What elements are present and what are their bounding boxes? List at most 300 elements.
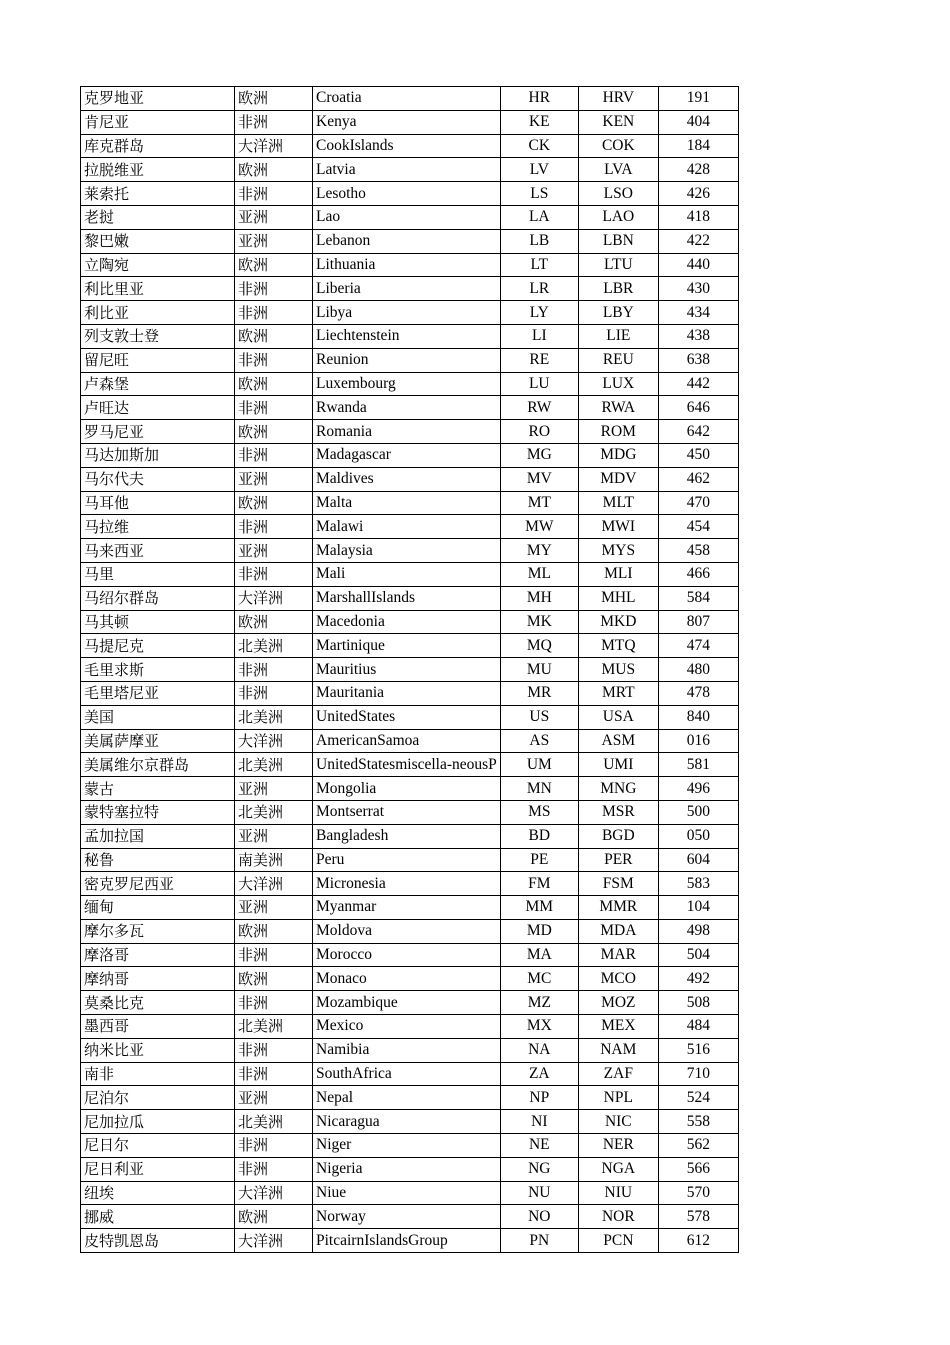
- cell-alpha2-code: MR: [500, 681, 578, 705]
- table-row: [81, 277, 739, 301]
- cell-english-name: UnitedStatesmiscella-neousP: [313, 753, 501, 777]
- cell-english-name: Nicaragua: [313, 1110, 501, 1134]
- cell-continent: 亚洲: [235, 777, 313, 801]
- cell-english-name: Malta: [313, 491, 501, 515]
- cell-continent: 非洲: [235, 277, 313, 301]
- cell-numeric-code: 442: [658, 372, 738, 396]
- cell-numeric-code: 454: [658, 515, 738, 539]
- table-row: [81, 110, 739, 134]
- cell-numeric-code: 438: [658, 324, 738, 348]
- cell-chinese-name: 马来西亚: [81, 539, 235, 563]
- cell-english-name: Lebanon: [313, 229, 501, 253]
- table-row: [81, 87, 739, 111]
- cell-numeric-code: 583: [658, 872, 738, 896]
- cell-chinese-name: 马拉维: [81, 515, 235, 539]
- cell-alpha2-code: MX: [500, 1015, 578, 1039]
- cell-continent: 亚洲: [235, 205, 313, 229]
- cell-continent: 欧洲: [235, 158, 313, 182]
- cell-english-name: Maldives: [313, 467, 501, 491]
- cell-chinese-name: 马提尼克: [81, 634, 235, 658]
- cell-english-name: Romania: [313, 420, 501, 444]
- cell-alpha3-code: MNG: [578, 777, 658, 801]
- cell-continent: 亚洲: [235, 1086, 313, 1110]
- cell-chinese-name: 蒙特塞拉特: [81, 800, 235, 824]
- cell-continent: 北美洲: [235, 634, 313, 658]
- cell-continent: 北美洲: [235, 1110, 313, 1134]
- table-row: [81, 586, 739, 610]
- cell-alpha3-code: FSM: [578, 872, 658, 896]
- cell-alpha3-code: LSO: [578, 182, 658, 206]
- cell-english-name: Liechtenstein: [313, 324, 501, 348]
- cell-continent: 非洲: [235, 348, 313, 372]
- cell-english-name: Myanmar: [313, 896, 501, 920]
- table-row: [81, 134, 739, 158]
- cell-english-name: Liberia: [313, 277, 501, 301]
- cell-continent: 欧洲: [235, 372, 313, 396]
- cell-english-name: CookIslands: [313, 134, 501, 158]
- cell-chinese-name: 毛里求斯: [81, 658, 235, 682]
- table-row: [81, 896, 739, 920]
- cell-english-name: Peru: [313, 848, 501, 872]
- cell-numeric-code: 440: [658, 253, 738, 277]
- cell-numeric-code: 104: [658, 896, 738, 920]
- cell-english-name: Mongolia: [313, 777, 501, 801]
- cell-alpha2-code: CK: [500, 134, 578, 158]
- table-row: [81, 301, 739, 325]
- cell-continent: 非洲: [235, 1134, 313, 1158]
- cell-continent: 亚洲: [235, 229, 313, 253]
- cell-alpha3-code: MMR: [578, 896, 658, 920]
- cell-chinese-name: 孟加拉国: [81, 824, 235, 848]
- cell-chinese-name: 马达加斯加: [81, 443, 235, 467]
- cell-chinese-name: 纽埃: [81, 1181, 235, 1205]
- cell-english-name: Croatia: [313, 87, 501, 111]
- cell-chinese-name: 马里: [81, 562, 235, 586]
- cell-numeric-code: 050: [658, 824, 738, 848]
- cell-alpha3-code: MYS: [578, 539, 658, 563]
- cell-numeric-code: 581: [658, 753, 738, 777]
- cell-chinese-name: 密克罗尼西亚: [81, 872, 235, 896]
- cell-chinese-name: 美属萨摩亚: [81, 729, 235, 753]
- cell-alpha3-code: MAR: [578, 943, 658, 967]
- cell-chinese-name: 库克群岛: [81, 134, 235, 158]
- cell-continent: 非洲: [235, 396, 313, 420]
- cell-alpha2-code: MA: [500, 943, 578, 967]
- cell-continent: 南美洲: [235, 848, 313, 872]
- cell-continent: 亚洲: [235, 539, 313, 563]
- cell-continent: 北美洲: [235, 705, 313, 729]
- cell-alpha3-code: NGA: [578, 1157, 658, 1181]
- cell-chinese-name: 纳米比亚: [81, 1038, 235, 1062]
- table-row: [81, 1015, 739, 1039]
- cell-continent: 欧洲: [235, 1205, 313, 1229]
- cell-numeric-code: 492: [658, 967, 738, 991]
- cell-numeric-code: 807: [658, 610, 738, 634]
- cell-chinese-name: 毛里塔尼亚: [81, 681, 235, 705]
- table-row: [81, 824, 739, 848]
- cell-numeric-code: 500: [658, 800, 738, 824]
- cell-english-name: AmericanSamoa: [313, 729, 501, 753]
- table-row: [81, 705, 739, 729]
- table-row: [81, 681, 739, 705]
- cell-english-name: Monaco: [313, 967, 501, 991]
- cell-chinese-name: 南非: [81, 1062, 235, 1086]
- table-row: [81, 324, 739, 348]
- cell-english-name: Niue: [313, 1181, 501, 1205]
- cell-numeric-code: 578: [658, 1205, 738, 1229]
- cell-chinese-name: 利比里亚: [81, 277, 235, 301]
- table-row: [81, 1086, 739, 1110]
- table-row: [81, 491, 739, 515]
- cell-chinese-name: 马其顿: [81, 610, 235, 634]
- cell-continent: 非洲: [235, 1038, 313, 1062]
- cell-alpha2-code: LT: [500, 253, 578, 277]
- cell-alpha2-code: ML: [500, 562, 578, 586]
- cell-alpha2-code: MH: [500, 586, 578, 610]
- cell-english-name: SouthAfrica: [313, 1062, 501, 1086]
- cell-chinese-name: 罗马尼亚: [81, 420, 235, 444]
- cell-chinese-name: 尼泊尔: [81, 1086, 235, 1110]
- table-row: [81, 1038, 739, 1062]
- cell-english-name: Mozambique: [313, 991, 501, 1015]
- cell-numeric-code: 458: [658, 539, 738, 563]
- table-row: [81, 777, 739, 801]
- cell-alpha2-code: RE: [500, 348, 578, 372]
- cell-alpha3-code: RWA: [578, 396, 658, 420]
- cell-alpha3-code: NAM: [578, 1038, 658, 1062]
- cell-english-name: Bangladesh: [313, 824, 501, 848]
- cell-continent: 欧洲: [235, 324, 313, 348]
- cell-chinese-name: 皮特凯恩岛: [81, 1229, 235, 1253]
- cell-alpha2-code: MZ: [500, 991, 578, 1015]
- cell-chinese-name: 肯尼亚: [81, 110, 235, 134]
- cell-chinese-name: 卢旺达: [81, 396, 235, 420]
- cell-alpha2-code: RO: [500, 420, 578, 444]
- cell-english-name: Macedonia: [313, 610, 501, 634]
- cell-alpha2-code: NA: [500, 1038, 578, 1062]
- cell-english-name: Moldova: [313, 919, 501, 943]
- cell-alpha3-code: LVA: [578, 158, 658, 182]
- cell-numeric-code: 566: [658, 1157, 738, 1181]
- cell-numeric-code: 450: [658, 443, 738, 467]
- cell-continent: 非洲: [235, 562, 313, 586]
- cell-alpha2-code: MC: [500, 967, 578, 991]
- table-row: [81, 943, 739, 967]
- table-row: [81, 372, 739, 396]
- cell-alpha3-code: PER: [578, 848, 658, 872]
- cell-numeric-code: 638: [658, 348, 738, 372]
- cell-alpha2-code: MK: [500, 610, 578, 634]
- cell-alpha2-code: MW: [500, 515, 578, 539]
- cell-continent: 欧洲: [235, 491, 313, 515]
- cell-alpha3-code: MLI: [578, 562, 658, 586]
- cell-chinese-name: 黎巴嫩: [81, 229, 235, 253]
- cell-alpha2-code: NG: [500, 1157, 578, 1181]
- cell-continent: 非洲: [235, 1157, 313, 1181]
- cell-numeric-code: 612: [658, 1229, 738, 1253]
- cell-numeric-code: 496: [658, 777, 738, 801]
- cell-alpha2-code: MN: [500, 777, 578, 801]
- cell-english-name: Nigeria: [313, 1157, 501, 1181]
- table-row: [81, 562, 739, 586]
- table-row: [81, 182, 739, 206]
- cell-chinese-name: 马尔代夫: [81, 467, 235, 491]
- table-row: [81, 658, 739, 682]
- cell-alpha3-code: LBN: [578, 229, 658, 253]
- cell-numeric-code: 016: [658, 729, 738, 753]
- cell-alpha3-code: LUX: [578, 372, 658, 396]
- cell-alpha3-code: BGD: [578, 824, 658, 848]
- cell-alpha2-code: FM: [500, 872, 578, 896]
- cell-continent: 大洋洲: [235, 729, 313, 753]
- cell-alpha2-code: US: [500, 705, 578, 729]
- cell-chinese-name: 留尼旺: [81, 348, 235, 372]
- table-row: [81, 1062, 739, 1086]
- cell-english-name: Martinique: [313, 634, 501, 658]
- cell-numeric-code: 516: [658, 1038, 738, 1062]
- cell-continent: 大洋洲: [235, 1181, 313, 1205]
- cell-alpha2-code: UM: [500, 753, 578, 777]
- cell-alpha2-code: NO: [500, 1205, 578, 1229]
- cell-alpha2-code: LU: [500, 372, 578, 396]
- cell-numeric-code: 840: [658, 705, 738, 729]
- cell-numeric-code: 642: [658, 420, 738, 444]
- cell-numeric-code: 426: [658, 182, 738, 206]
- cell-numeric-code: 466: [658, 562, 738, 586]
- cell-alpha3-code: MDG: [578, 443, 658, 467]
- cell-chinese-name: 列支敦士登: [81, 324, 235, 348]
- cell-numeric-code: 570: [658, 1181, 738, 1205]
- cell-english-name: MarshallIslands: [313, 586, 501, 610]
- cell-numeric-code: 430: [658, 277, 738, 301]
- cell-chinese-name: 马绍尔群岛: [81, 586, 235, 610]
- cell-alpha2-code: LR: [500, 277, 578, 301]
- cell-numeric-code: 480: [658, 658, 738, 682]
- cell-numeric-code: 484: [658, 1015, 738, 1039]
- cell-alpha2-code: NI: [500, 1110, 578, 1134]
- table-body: [81, 87, 739, 1253]
- cell-alpha3-code: COK: [578, 134, 658, 158]
- cell-continent: 北美洲: [235, 1015, 313, 1039]
- cell-numeric-code: 418: [658, 205, 738, 229]
- cell-numeric-code: 470: [658, 491, 738, 515]
- cell-alpha2-code: LB: [500, 229, 578, 253]
- cell-continent: 非洲: [235, 1062, 313, 1086]
- cell-continent: 欧洲: [235, 610, 313, 634]
- cell-numeric-code: 474: [658, 634, 738, 658]
- cell-chinese-name: 拉脱维亚: [81, 158, 235, 182]
- cell-continent: 欧洲: [235, 253, 313, 277]
- cell-english-name: Mexico: [313, 1015, 501, 1039]
- cell-alpha3-code: LTU: [578, 253, 658, 277]
- cell-alpha3-code: MSR: [578, 800, 658, 824]
- cell-alpha2-code: NE: [500, 1134, 578, 1158]
- cell-continent: 非洲: [235, 443, 313, 467]
- table-row: [81, 967, 739, 991]
- table-row: [81, 1205, 739, 1229]
- cell-continent: 非洲: [235, 658, 313, 682]
- cell-alpha3-code: NOR: [578, 1205, 658, 1229]
- cell-chinese-name: 老挝: [81, 205, 235, 229]
- cell-continent: 北美洲: [235, 753, 313, 777]
- cell-alpha3-code: MEX: [578, 1015, 658, 1039]
- table-row: [81, 1134, 739, 1158]
- cell-continent: 欧洲: [235, 967, 313, 991]
- cell-chinese-name: 挪威: [81, 1205, 235, 1229]
- table-row: [81, 205, 739, 229]
- cell-alpha3-code: MWI: [578, 515, 658, 539]
- cell-chinese-name: 莱索托: [81, 182, 235, 206]
- cell-english-name: Morocco: [313, 943, 501, 967]
- cell-alpha3-code: MTQ: [578, 634, 658, 658]
- table-row: [81, 229, 739, 253]
- cell-alpha3-code: MRT: [578, 681, 658, 705]
- cell-alpha2-code: MV: [500, 467, 578, 491]
- cell-alpha3-code: USA: [578, 705, 658, 729]
- cell-alpha2-code: HR: [500, 87, 578, 111]
- cell-continent: 亚洲: [235, 467, 313, 491]
- cell-english-name: Lao: [313, 205, 501, 229]
- cell-numeric-code: 434: [658, 301, 738, 325]
- cell-chinese-name: 摩纳哥: [81, 967, 235, 991]
- cell-chinese-name: 利比亚: [81, 301, 235, 325]
- country-code-table: [80, 86, 739, 1253]
- cell-numeric-code: 524: [658, 1086, 738, 1110]
- cell-alpha3-code: MKD: [578, 610, 658, 634]
- cell-alpha2-code: BD: [500, 824, 578, 848]
- cell-english-name: PitcairnIslandsGroup: [313, 1229, 501, 1253]
- table-row: [81, 348, 739, 372]
- table-row: [81, 467, 739, 491]
- cell-numeric-code: 604: [658, 848, 738, 872]
- cell-alpha3-code: REU: [578, 348, 658, 372]
- cell-english-name: UnitedStates: [313, 705, 501, 729]
- table-row: [81, 848, 739, 872]
- cell-alpha3-code: LIE: [578, 324, 658, 348]
- cell-english-name: Kenya: [313, 110, 501, 134]
- cell-numeric-code: 422: [658, 229, 738, 253]
- cell-alpha3-code: LBR: [578, 277, 658, 301]
- cell-chinese-name: 立陶宛: [81, 253, 235, 277]
- cell-numeric-code: 504: [658, 943, 738, 967]
- cell-continent: 非洲: [235, 943, 313, 967]
- cell-alpha2-code: LV: [500, 158, 578, 182]
- cell-chinese-name: 缅甸: [81, 896, 235, 920]
- table-row: [81, 753, 739, 777]
- cell-chinese-name: 摩洛哥: [81, 943, 235, 967]
- cell-alpha2-code: LA: [500, 205, 578, 229]
- cell-alpha3-code: MUS: [578, 658, 658, 682]
- cell-english-name: Mauritius: [313, 658, 501, 682]
- cell-alpha3-code: MHL: [578, 586, 658, 610]
- cell-alpha3-code: MDA: [578, 919, 658, 943]
- table-row: [81, 1181, 739, 1205]
- cell-alpha2-code: MU: [500, 658, 578, 682]
- cell-alpha3-code: ZAF: [578, 1062, 658, 1086]
- cell-english-name: Reunion: [313, 348, 501, 372]
- cell-alpha2-code: NU: [500, 1181, 578, 1205]
- table-row: [81, 396, 739, 420]
- cell-alpha2-code: MG: [500, 443, 578, 467]
- table-row: [81, 872, 739, 896]
- cell-alpha2-code: LI: [500, 324, 578, 348]
- cell-alpha2-code: LS: [500, 182, 578, 206]
- cell-numeric-code: 428: [658, 158, 738, 182]
- cell-chinese-name: 美属维尔京群岛: [81, 753, 235, 777]
- cell-continent: 欧洲: [235, 420, 313, 444]
- cell-continent: 大洋洲: [235, 872, 313, 896]
- cell-english-name: Latvia: [313, 158, 501, 182]
- cell-english-name: Lesotho: [313, 182, 501, 206]
- cell-alpha2-code: AS: [500, 729, 578, 753]
- cell-alpha3-code: HRV: [578, 87, 658, 111]
- cell-numeric-code: 478: [658, 681, 738, 705]
- cell-alpha3-code: MLT: [578, 491, 658, 515]
- cell-chinese-name: 美国: [81, 705, 235, 729]
- cell-english-name: Micronesia: [313, 872, 501, 896]
- cell-numeric-code: 584: [658, 586, 738, 610]
- table-row: [81, 1157, 739, 1181]
- cell-numeric-code: 184: [658, 134, 738, 158]
- cell-continent: 亚洲: [235, 896, 313, 920]
- table-row: [81, 729, 739, 753]
- cell-continent: 非洲: [235, 110, 313, 134]
- cell-chinese-name: 尼日利亚: [81, 1157, 235, 1181]
- cell-numeric-code: 191: [658, 87, 738, 111]
- cell-alpha3-code: PCN: [578, 1229, 658, 1253]
- cell-english-name: Montserrat: [313, 800, 501, 824]
- cell-continent: 欧洲: [235, 87, 313, 111]
- cell-numeric-code: 508: [658, 991, 738, 1015]
- cell-alpha2-code: MT: [500, 491, 578, 515]
- cell-chinese-name: 克罗地亚: [81, 87, 235, 111]
- table-row: [81, 800, 739, 824]
- cell-alpha3-code: LAO: [578, 205, 658, 229]
- cell-alpha2-code: MM: [500, 896, 578, 920]
- cell-alpha3-code: NPL: [578, 1086, 658, 1110]
- table-row: [81, 253, 739, 277]
- cell-english-name: Malaysia: [313, 539, 501, 563]
- cell-english-name: Mali: [313, 562, 501, 586]
- cell-english-name: Malawi: [313, 515, 501, 539]
- cell-chinese-name: 摩尔多瓦: [81, 919, 235, 943]
- cell-alpha2-code: ZA: [500, 1062, 578, 1086]
- cell-chinese-name: 蒙古: [81, 777, 235, 801]
- cell-english-name: Niger: [313, 1134, 501, 1158]
- table-row: [81, 1110, 739, 1134]
- cell-english-name: Mauritania: [313, 681, 501, 705]
- table-row: [81, 158, 739, 182]
- cell-english-name: Rwanda: [313, 396, 501, 420]
- cell-alpha2-code: MD: [500, 919, 578, 943]
- cell-alpha3-code: UMI: [578, 753, 658, 777]
- cell-alpha2-code: LY: [500, 301, 578, 325]
- cell-alpha3-code: MDV: [578, 467, 658, 491]
- cell-chinese-name: 马耳他: [81, 491, 235, 515]
- cell-continent: 北美洲: [235, 800, 313, 824]
- cell-english-name: Namibia: [313, 1038, 501, 1062]
- cell-chinese-name: 卢森堡: [81, 372, 235, 396]
- cell-continent: 欧洲: [235, 919, 313, 943]
- cell-alpha2-code: MY: [500, 539, 578, 563]
- cell-alpha3-code: LBY: [578, 301, 658, 325]
- cell-alpha3-code: ROM: [578, 420, 658, 444]
- cell-alpha2-code: PN: [500, 1229, 578, 1253]
- cell-continent: 非洲: [235, 182, 313, 206]
- cell-alpha2-code: KE: [500, 110, 578, 134]
- table-row: [81, 610, 739, 634]
- table-row: [81, 991, 739, 1015]
